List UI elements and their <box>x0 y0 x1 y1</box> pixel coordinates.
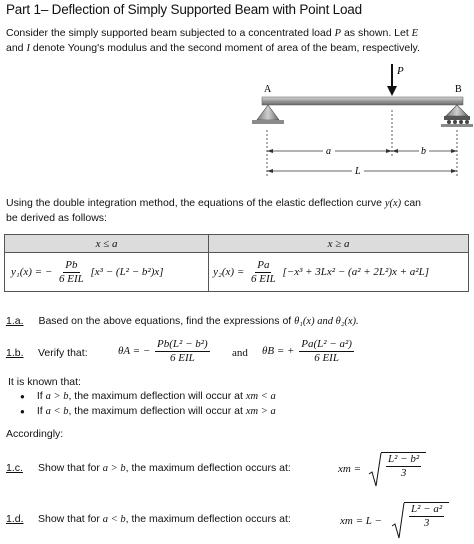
method-text: be derived as follows: <box>6 212 107 224</box>
theta-b-lhs: θB = + <box>262 345 295 358</box>
y2-num: Pa <box>257 258 270 271</box>
y2-den: 6 EIL <box>251 272 276 285</box>
question-label: 1.c. <box>6 462 23 474</box>
intro-text: Consider the simply supported beam subjected to a concentrated load <box>6 27 335 39</box>
sqrt-icon <box>391 502 405 542</box>
method-text: Using the double integration method, the equations of the elastic deflection curve <box>6 197 385 209</box>
bullet-icon: ● <box>20 392 25 401</box>
question-text: Based on the above equations, find the expressions of <box>38 315 295 327</box>
sqrt-radicand <box>381 452 426 480</box>
accordingly-text: Accordingly: <box>6 428 64 440</box>
sqrt-icon <box>368 452 382 490</box>
support-b-label: B <box>455 84 462 95</box>
sqrt-radicand <box>404 502 449 530</box>
theta-b-num: Pa(L² − a²) <box>301 338 352 350</box>
load-arrow-icon <box>387 64 397 96</box>
theta-b-den: 6 EIL <box>314 352 339 364</box>
dim-b-label: b <box>421 146 426 157</box>
theta-a-lhs: θA = − <box>118 345 151 358</box>
dimension-lines <box>267 110 457 176</box>
load-label: P <box>397 65 404 77</box>
question-text: Show that for a > b, the maximum deflection occurs at: <box>38 462 291 474</box>
table-header-left: x ≤ a <box>5 235 209 253</box>
method-paragraph <box>6 196 468 225</box>
known-section <box>8 375 276 419</box>
question-math: θ₁(x) and θ₂(x). <box>294 316 359 327</box>
known-bullet-2: ● If a < b, the maximum deflection will occur at xm > a <box>20 405 276 417</box>
question-label: 1.a. <box>6 315 24 327</box>
y1-den: 6 EIL <box>59 272 84 285</box>
theta-a-num: Pb(L² − b²) <box>157 338 208 350</box>
y1-rhs: [x³ − (L² − b²)x] <box>90 265 164 278</box>
intro-text: denote Young's modulus and the second moment of area of the beam, respectively. <box>29 42 420 54</box>
inertia-symbol: I <box>26 43 30 54</box>
y1-lhs: y₁(x) = − <box>11 265 53 278</box>
intro-text: and <box>6 42 27 54</box>
xm-den: 3 <box>423 517 430 529</box>
modulus-symbol: E <box>411 28 419 39</box>
dim-a-label: a <box>326 146 331 157</box>
question-label: 1.b. <box>6 347 24 359</box>
question-text: Verify that: <box>38 347 88 359</box>
xm-num: L² − b² <box>388 453 420 465</box>
xm-num: L² − a² <box>411 503 443 515</box>
theta-a-equation <box>118 338 212 365</box>
method-y-symbol: y(x) <box>384 198 402 209</box>
method-text: can <box>401 197 422 209</box>
question-1c <box>6 452 470 490</box>
y2-rhs: [−x³ + 3Lx² − (a² + 2L²)x + a²L] <box>282 265 429 278</box>
and-text: and <box>232 347 248 359</box>
beam <box>262 97 463 105</box>
intro-text: as shown. Let <box>341 27 412 39</box>
y1-num: Pb <box>65 258 78 271</box>
roller-support-icon <box>441 105 473 127</box>
question-1d <box>6 502 470 542</box>
theta-b-equation <box>262 338 356 365</box>
xm-lhs: xm = <box>338 463 361 475</box>
load-symbol: P <box>334 28 342 39</box>
beam-diagram <box>0 58 474 182</box>
question-text: Show that for a < b, the maximum deflection occurs at: <box>38 513 291 525</box>
bullet-icon: ● <box>20 407 25 416</box>
known-bullet-1: ● If a > b, the maximum deflection will occur at xm < a <box>20 390 276 402</box>
known-intro: It is known that: <box>8 376 81 388</box>
question-1a <box>6 315 359 327</box>
dim-L-label: L <box>355 166 361 177</box>
support-a-label: A <box>264 84 272 95</box>
y2-lhs: y₂(x) = <box>213 265 245 278</box>
intro-paragraph <box>6 26 468 56</box>
equation-y1 <box>5 253 209 292</box>
xm-lhs: xm = L − <box>340 515 382 527</box>
deflection-equations-table <box>4 234 469 292</box>
table-header-right: x ≥ a <box>209 235 469 253</box>
question-label: 1.d. <box>6 513 24 525</box>
equation-y2 <box>209 253 469 292</box>
theta-a-den: 6 EIL <box>170 352 195 364</box>
xm-den: 3 <box>400 467 407 479</box>
page-title: Part 1– Deflection of Simply Supported Beam with Point Load <box>6 2 362 17</box>
question-1b <box>6 338 470 372</box>
pin-support-icon <box>252 105 284 124</box>
